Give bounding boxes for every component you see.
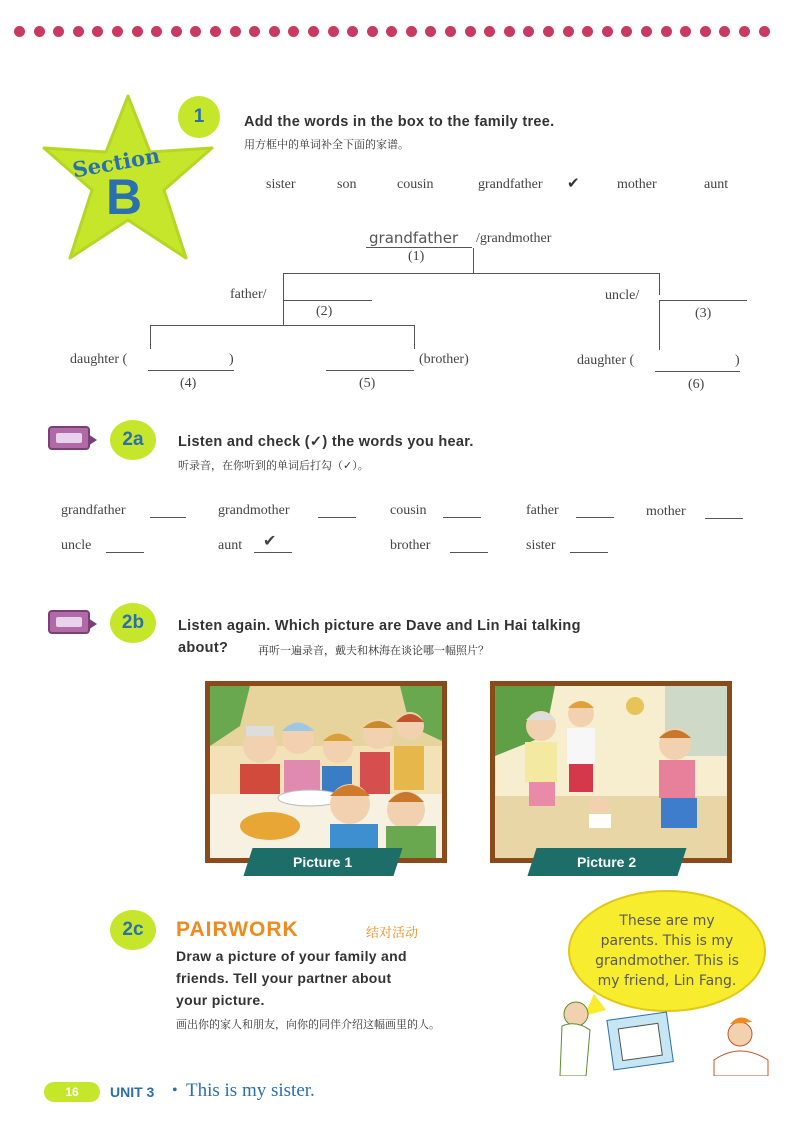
check-mark-icon: ✔ [263,533,277,550]
exercise-2b-title-line2: about? [178,640,229,656]
exercise-2a-title: Listen and check (✓) the words you hear. [178,434,474,450]
tree-filled-grandfather: grandfather [369,229,459,247]
cassette-icon [48,610,90,634]
pairwork-instruction-line1: Draw a picture of your family and [176,948,407,964]
tree-label-2: (2) [316,304,333,319]
picture-2-illustration [490,681,732,863]
picture-2-label [527,848,686,876]
word-box-item: cousin [397,177,434,192]
exercise-2a-title-cn: 听录音，在你听到的单词后打勾（✓）。 [178,459,369,472]
tree-brother: (brother) [419,352,469,367]
pairwork-instruction-cn: 画出你的家人和朋友，向你的同伴介绍这幅画里的人。 [176,1018,440,1031]
tree-label-6: (6) [688,377,705,392]
exercise-number-2c: 2c [110,910,156,950]
picture-2-label-text: Picture 2 [577,854,637,870]
check-mark-icon: ✔ [567,176,580,192]
bubble-line: my friend, Lin Fang. [597,973,737,989]
picture-1-label [243,848,402,876]
tree-label-5: (5) [359,376,376,391]
footer-subtitle: This is my sister. [186,1080,315,1101]
exercise-2b-title: Listen again. Which picture are Dave and Lin Hai talking [178,618,581,634]
children-drawing-illustration [554,990,774,1076]
family-tree [0,0,800,400]
pairwork-title: PAIRWORK [176,918,299,941]
picture-1-illustration [205,681,447,863]
tree-daughter-right: daughter ( [577,353,635,368]
exercise-1-title: Add the words in the box to the family tree. [244,114,555,130]
checklist-word: cousin [390,503,427,518]
checklist-word: brother [390,538,431,553]
pairwork-instruction-line2: friends. Tell your partner about [176,970,392,986]
exercise-number-1: 1 [178,96,220,138]
tree-label-4: (4) [180,376,197,391]
close-paren: ) [229,352,234,367]
word-box-item: son [337,177,357,192]
word-box-item: sister [266,177,296,192]
family-dinner-illustration [210,686,442,858]
bubble-line: These are my [619,913,715,929]
tree-uncle: uncle/ [605,288,640,303]
pairwork-title-cn: 结对活动 [366,926,419,941]
tree-label-3: (3) [695,306,712,321]
checklist-word: grandmother [218,503,290,518]
cassette-icon [48,426,90,450]
close-paren: ) [735,353,740,368]
exercise-number-2b: 2b [110,603,156,643]
checklist-word: uncle [61,538,92,553]
word-box-item: mother [617,177,657,192]
checklist-word: father [526,503,559,518]
exercise-1-title-cn: 用方框中的单词补全下面的家谱。 [244,138,409,151]
exercise-number-2a: 2a [110,420,156,460]
tree-daughter-left: daughter ( [70,352,128,367]
baby-crawling-illustration [495,686,727,858]
section-label: Section [70,142,162,183]
exercise-2b-title-cn: 再听一遍录音，戴夫和林海在谈论哪一幅照片？ [258,644,489,657]
bubble-line: parents. This is my [600,933,734,949]
checklist-word: sister [526,538,556,553]
checklist-word: aunt [218,538,243,553]
tree-grandmother: /grandmother [476,231,552,246]
bubble-line: grandmother. This is [595,953,739,969]
checklist-word: grandfather [61,503,126,518]
footer-unit: UNIT 3 [110,1084,155,1100]
checklist-word: mother [646,504,686,519]
picture-1-label-text: Picture 1 [293,854,353,870]
section-letter: B [106,169,143,225]
page-number: 16 [44,1082,100,1102]
tree-father: father/ [230,287,267,302]
pairwork-instruction-line3: your picture. [176,992,265,1008]
word-box-item: aunt [704,177,729,192]
tree-label-1: (1) [408,249,425,264]
word-box-item: grandfather [478,177,543,192]
footer-bullet: • [172,1082,178,1099]
